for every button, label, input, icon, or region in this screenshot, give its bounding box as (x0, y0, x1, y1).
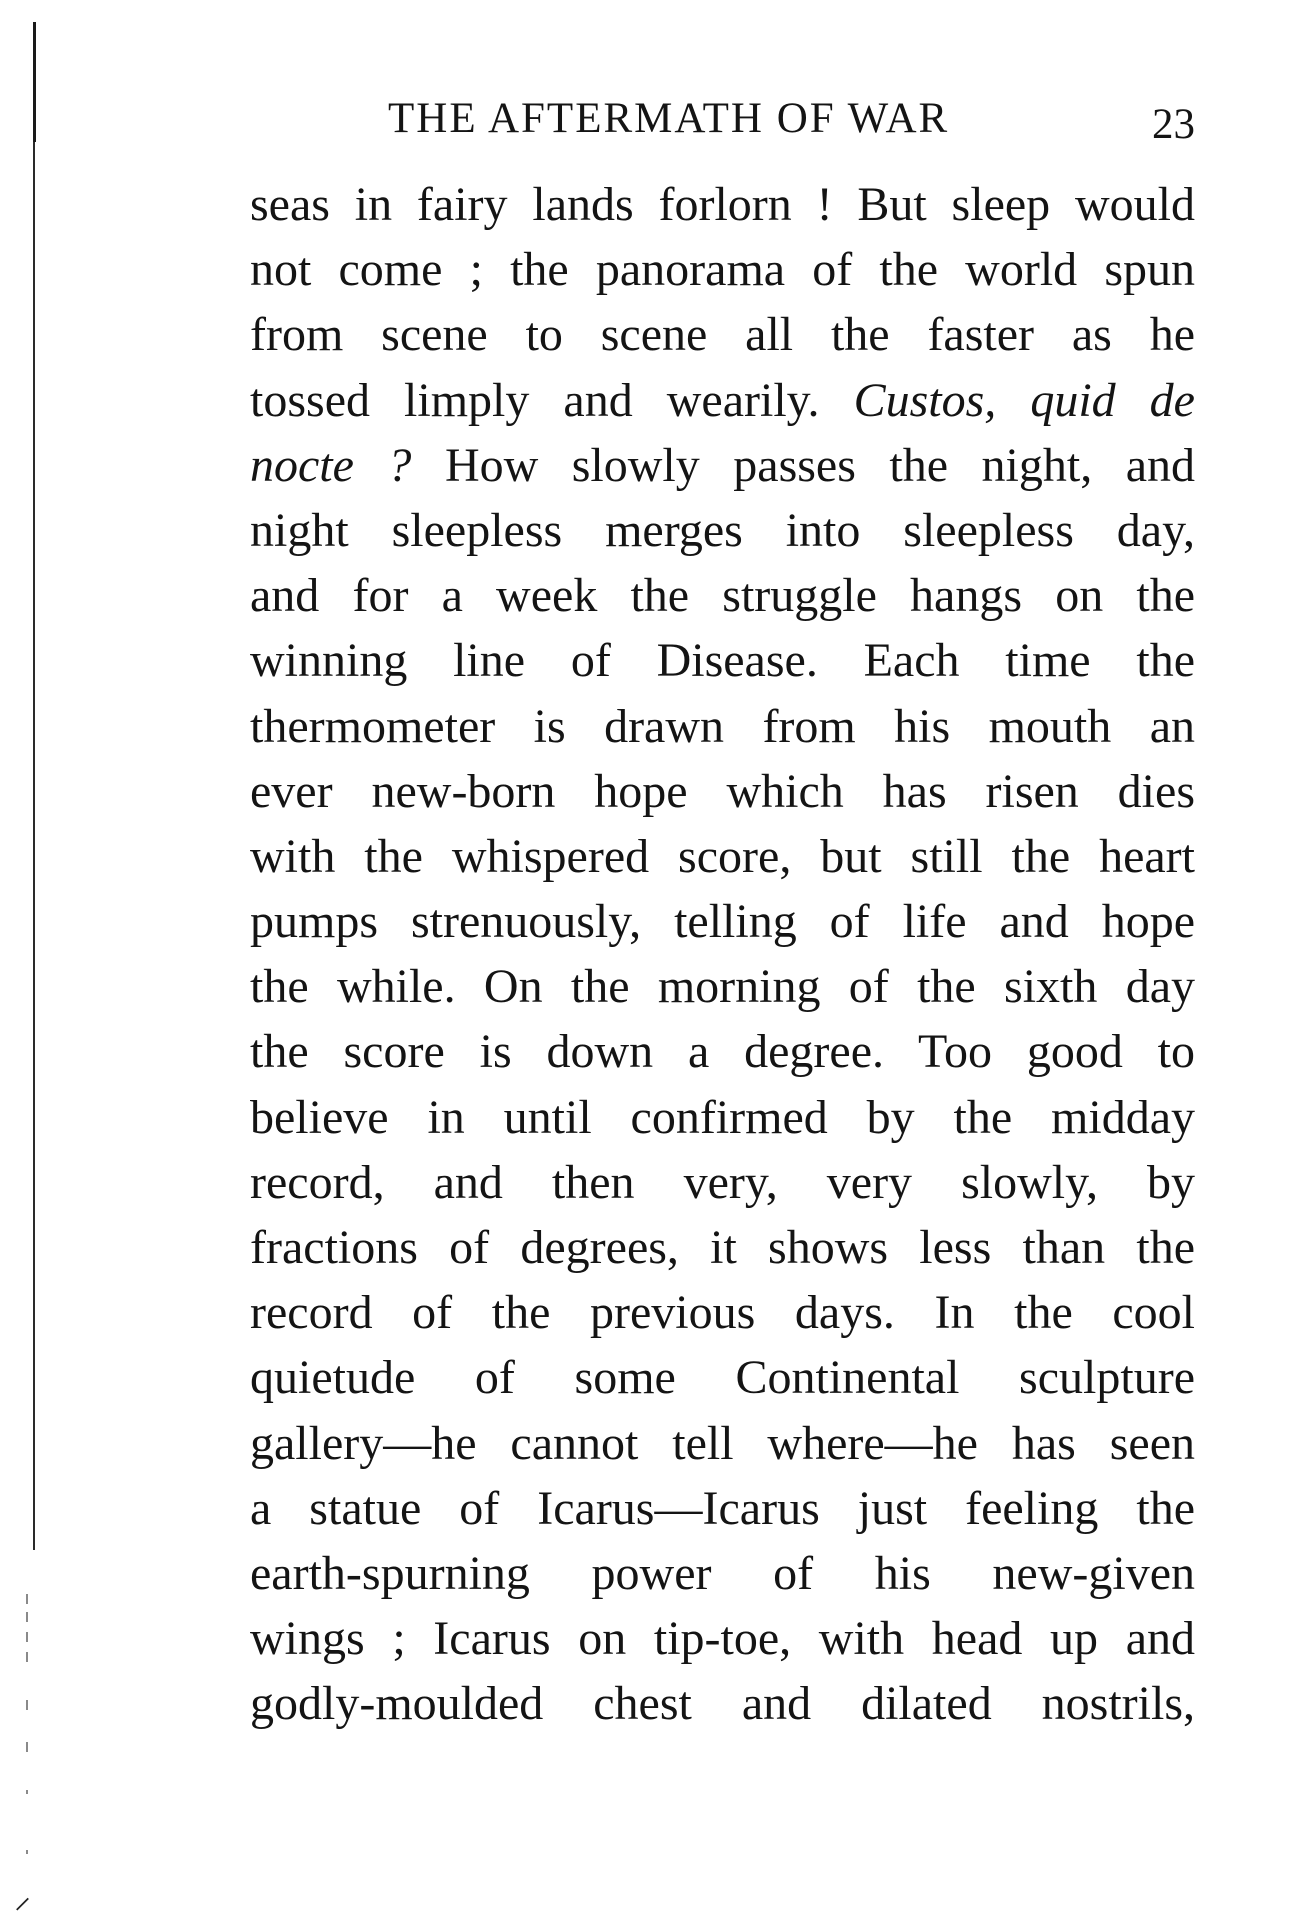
text-line: and for a week the struggle hangs on the (250, 569, 1195, 623)
text-line: thermometer is drawn from his mouth an (250, 699, 1195, 753)
text-line: record of the previous days. In the cool (250, 1286, 1195, 1340)
gutter-speck (26, 1612, 28, 1622)
latin-phrase: Custos, quid de (853, 373, 1195, 427)
running-head (0, 94, 1305, 154)
text-line: believe in until confirmed by the midday (250, 1090, 1195, 1144)
text-line: winning line of Disease. Each time the (250, 634, 1195, 688)
text-line: night sleepless merges into sleepless day, (250, 503, 1195, 557)
text-line: gallery—he cannot tell where—he has seen (250, 1416, 1195, 1470)
text-line: with the whispered score, but still the heart (250, 829, 1195, 883)
gutter-speck (26, 1594, 28, 1604)
gutter-speck (26, 1632, 28, 1642)
text-line: quietude of some Continental sculpture (250, 1351, 1195, 1405)
margin-mark: ⸍ (14, 1891, 31, 1931)
latin-phrase: nocte ? (250, 438, 412, 492)
text-line: the while. On the morning of the sixth day (250, 960, 1195, 1014)
text-line: godly-moulded chest and dilated nostrils, (250, 1677, 1195, 1731)
gutter-speck (26, 1700, 28, 1710)
running-title: THE AFTERMATH OF WAR (388, 95, 950, 142)
text-line: tossed limply and wearily. Custos, quid de (250, 373, 1195, 427)
text-line: pumps strenuously, telling of life and hope (250, 895, 1195, 949)
text-line: a statue of Icarus—Icarus just feeling the (250, 1481, 1195, 1535)
text-line: earth-spurning power of his new-given (250, 1546, 1195, 1600)
gutter-speck (26, 1790, 28, 1794)
gutter-speck (26, 1850, 28, 1854)
text-line: ever new-born hope which has risen dies (250, 764, 1195, 818)
page-number: 23 (1152, 101, 1195, 148)
text-line: record, and then very, very slowly, by (250, 1155, 1195, 1209)
text-line: fractions of degrees, it shows less than the (250, 1221, 1195, 1274)
text-line: nocte ? How slowly passes the night, and (250, 438, 1195, 492)
text-line: from scene to scene all the faster as he (250, 308, 1195, 362)
text-line: wings ; Icarus on tip-toe, with head up and (250, 1612, 1195, 1666)
text-line: not come ; the panorama of the world spun (250, 243, 1195, 297)
text-line: the score is down a degree. Too good to (250, 1025, 1195, 1079)
gutter-rule-main (33, 142, 35, 1550)
text-line: seas in fairy lands forlorn ! But sleep would (250, 178, 1195, 231)
gutter-speck (26, 1742, 28, 1752)
gutter-speck (26, 1652, 28, 1662)
body-text (250, 172, 1195, 1737)
